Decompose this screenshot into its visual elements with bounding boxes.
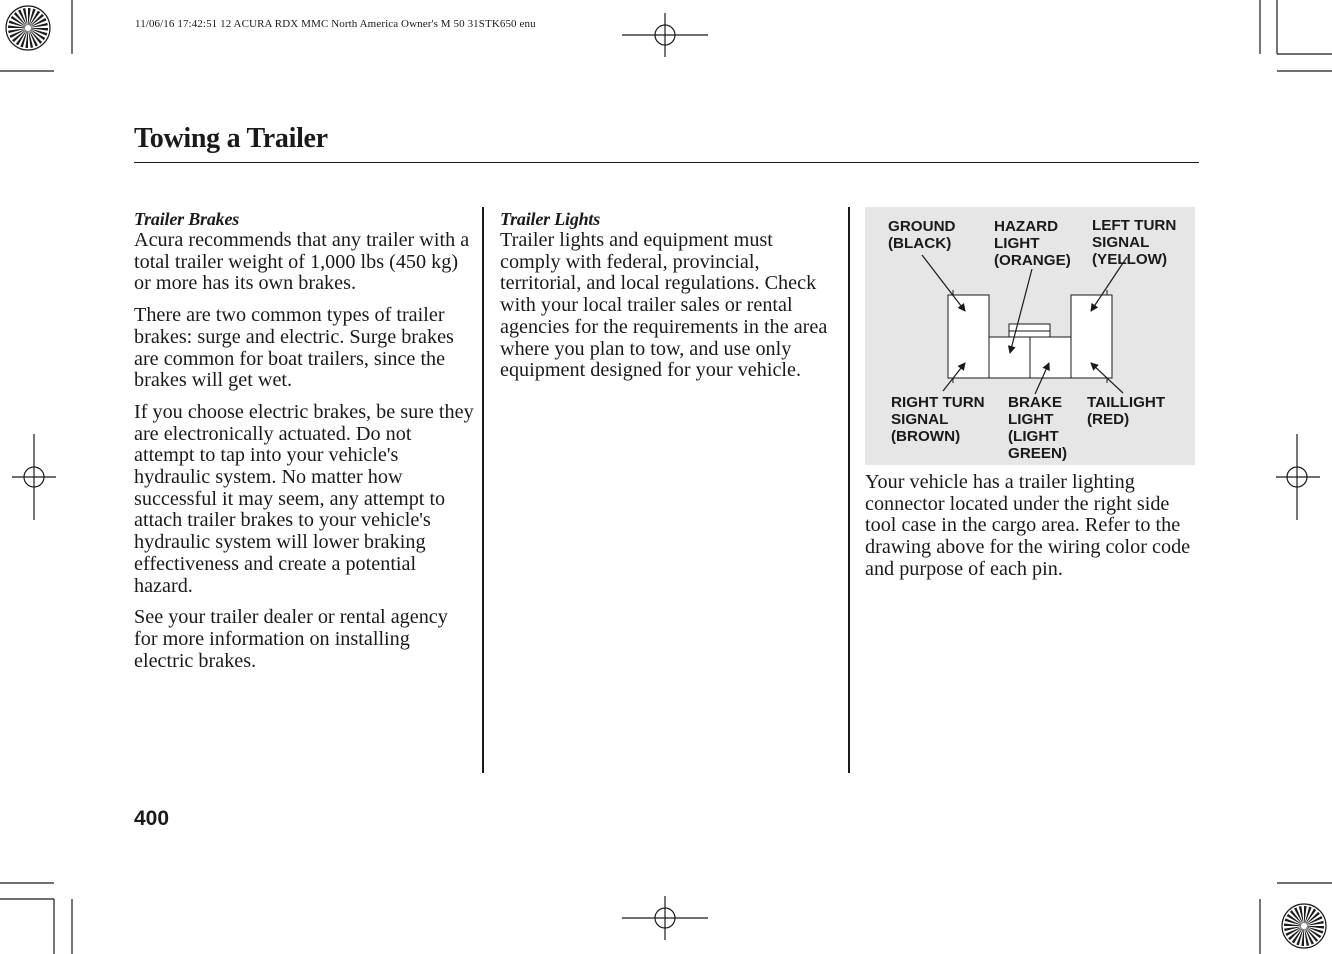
label-ground: GROUND (BLACK) bbox=[888, 218, 956, 252]
column-divider bbox=[482, 207, 484, 773]
paragraph: If you choose electric brakes, be sure they are electronically actuated. Do not attempt to tap into your vehicle's hydraulic system. No matter how successful it may seem, any attempt to attach trailer brakes to your vehicle's hydraulic system will lower braking effectiveness and create a potential hazard. bbox=[134, 400, 474, 597]
ground-arrow bbox=[922, 255, 965, 311]
page-number: 400 bbox=[134, 807, 170, 830]
registration-target-icon bbox=[6, 6, 50, 50]
registration-target-icon bbox=[1282, 904, 1326, 948]
trailer-connector-diagram bbox=[865, 207, 1195, 465]
column-trailer-lights bbox=[500, 209, 836, 392]
connector-pin-right bbox=[1071, 295, 1112, 378]
page-title: Towing a Trailer bbox=[134, 123, 328, 154]
label-left-turn-signal: LEFT TURN SIGNAL (YELLOW) bbox=[1092, 217, 1177, 268]
connector-pin-left bbox=[948, 295, 989, 378]
label-brake-light: BRAKE LIGHT (LIGHT GREEN) bbox=[1008, 394, 1068, 462]
column-divider bbox=[848, 207, 850, 773]
label-taillight: TAILLIGHT (RED) bbox=[1087, 394, 1166, 428]
paragraph: Acura recommends that any trailer with a total trailer weight of 1,000 lbs (450 kg) or more has its own brakes. bbox=[134, 229, 470, 295]
column-connector-description bbox=[865, 472, 1205, 591]
column-trailer-brakes bbox=[134, 209, 474, 682]
section-heading-trailer-brakes: Trailer Brakes bbox=[134, 209, 240, 229]
paragraph: There are two common types of trailer brakes: surge and electric. Surge brakes are common for boat trailers, since the brakes will get wet. bbox=[134, 304, 454, 392]
section-heading-trailer-lights: Trailer Lights bbox=[500, 209, 601, 229]
paragraph: See your trailer dealer or rental agency for more information on installing electric brakes. bbox=[134, 606, 448, 672]
label-hazard-light: HAZARD LIGHT (ORANGE) bbox=[994, 218, 1071, 269]
print-header: 11/06/16 17:42:51 12 ACURA RDX MMC North America Owner's M 50 31STK650 enu bbox=[135, 18, 536, 30]
label-right-turn-signal: RIGHT TURN SIGNAL (BROWN) bbox=[891, 394, 985, 445]
title-divider bbox=[134, 162, 1199, 163]
paragraph: Trailer lights and equipment must comply with federal, provincial, territorial, and local regulations. Check with your local trailer sales or rental agencies for the requirements in the area where you plan to tow, and use only equipment designed for your vehicle. bbox=[500, 229, 828, 382]
paragraph: Your vehicle has a trailer lighting connector located under the right side tool case in the cargo area. Refer to the drawing above for the wiring color code and purpose of each pin. bbox=[865, 471, 1191, 580]
